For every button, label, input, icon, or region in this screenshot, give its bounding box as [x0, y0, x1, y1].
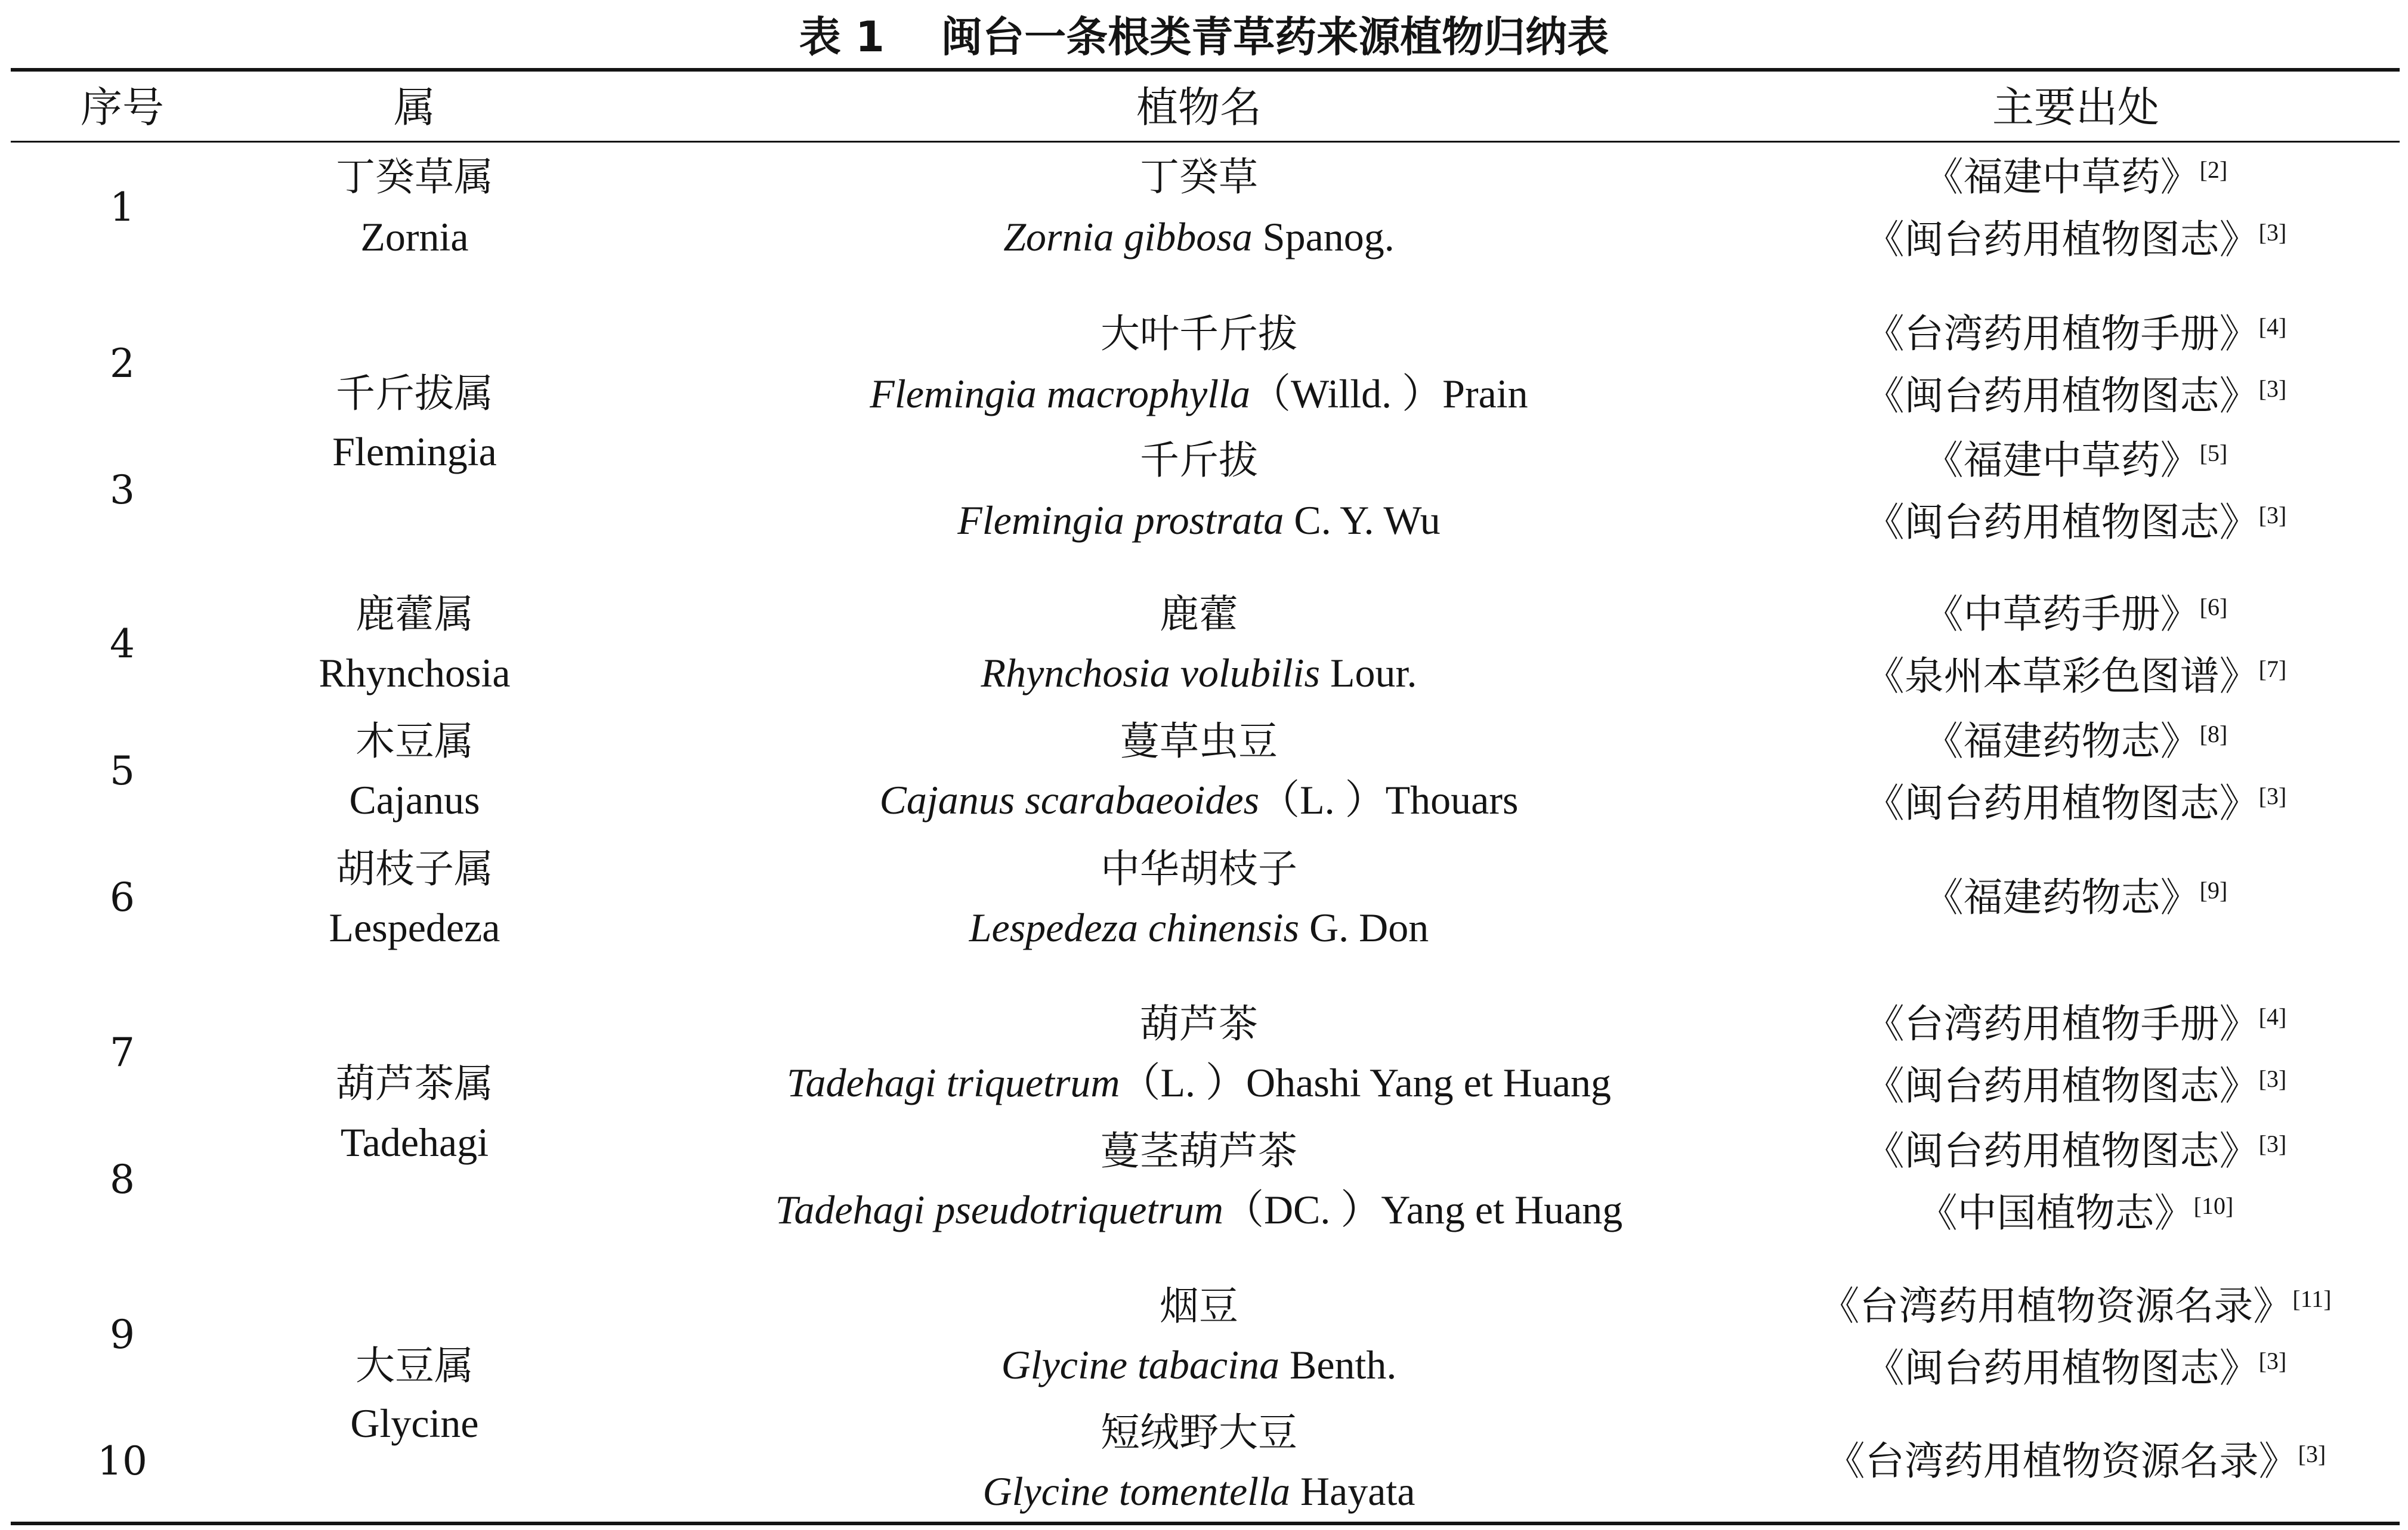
source-title: 《中国植物志》	[1918, 1190, 2194, 1236]
plant-name-latin	[662, 1461, 1736, 1521]
genus-latin-zornia: Zornia	[360, 214, 469, 259]
genus-latin-flemingia: Flemingia	[332, 429, 497, 474]
plant-name-latin	[662, 1335, 1736, 1395]
plant-name-latin	[662, 364, 1736, 424]
source-citation	[1766, 147, 2386, 207]
author: Benth.	[1289, 1342, 1397, 1387]
reference-number: [3]	[2298, 1441, 2326, 1467]
author: Spanog.	[1262, 214, 1395, 259]
plant-name-latin	[662, 770, 1736, 830]
table-title: 表 1 闽台一条根类青草药来源植物归纳表	[799, 13, 1609, 61]
genus-latin-rhynchosia: Rhynchosia	[319, 650, 511, 696]
reference-number: [3]	[2258, 502, 2287, 528]
source-citation	[1766, 1183, 2386, 1243]
binomial: Cajanus scarabaeoides	[879, 777, 1260, 823]
source-citation	[1766, 1339, 2386, 1398]
source-citation	[1766, 1121, 2386, 1181]
plant-name-latin	[662, 207, 1736, 267]
source-citation	[1766, 712, 2386, 771]
row-number: 2	[110, 341, 135, 387]
reference-number: [5]	[2199, 440, 2228, 466]
source-title: 《闽台药用植物图志》	[1865, 1345, 2259, 1391]
binomial: Flemingia prostrata	[957, 497, 1284, 543]
header-number: 序号	[81, 83, 164, 132]
source-title: 《闽台药用植物图志》	[1865, 1128, 2259, 1174]
reference-number: [4]	[2258, 1003, 2287, 1030]
source-citation	[1766, 774, 2386, 833]
reference-number: [2]	[2199, 156, 2228, 183]
source-title: 《闽台药用植物图志》	[1865, 1063, 2259, 1109]
table-bottom-rule	[11, 1522, 2400, 1525]
author: （DC. ）Yang et Huang	[1223, 1187, 1623, 1232]
reference-number: [3]	[2258, 783, 2287, 809]
plant-name-cn: 葫芦茶	[1140, 1001, 1258, 1047]
source-title: 《闽台药用植物图志》	[1865, 499, 2259, 545]
source-title: 《泉州本草彩色图谱》	[1865, 653, 2259, 699]
row-number: 7	[110, 1030, 135, 1075]
author: C. Y. Wu	[1294, 497, 1441, 543]
reference-number: [7]	[2258, 656, 2287, 682]
source-citation	[1766, 647, 2386, 706]
reference-number: [3]	[2258, 1065, 2287, 1092]
source-title: 《台湾药用植物资源名录》	[1825, 1438, 2298, 1484]
binomial: Glycine tomentella	[982, 1469, 1290, 1514]
header-genus: 属	[394, 83, 435, 132]
source-citation	[1766, 1276, 2386, 1336]
plant-name-latin	[662, 898, 1736, 957]
author: （L. ）Ohashi Yang et Huang	[1120, 1060, 1612, 1105]
row-number: 6	[110, 874, 135, 920]
plant-name-latin	[662, 490, 1736, 550]
plant-name-cn: 大叶千斤拔	[1101, 311, 1297, 357]
row-number: 9	[110, 1312, 135, 1358]
row-number: 8	[110, 1157, 135, 1203]
binomial: Flemingia macrophylla	[870, 371, 1250, 416]
genus-latin-tadehagi: Tadehagi	[340, 1120, 489, 1165]
header-rule	[11, 141, 2400, 143]
genus-latin-lespedeza: Lespedeza	[329, 905, 500, 950]
source-title: 《福建药物志》	[1924, 718, 2200, 764]
genus-cn-glycine: 大豆属	[356, 1343, 474, 1389]
reference-number: [10]	[2193, 1192, 2234, 1219]
source-citation	[1766, 1432, 2386, 1491]
plant-name-cn: 短绒野大豆	[1101, 1410, 1297, 1455]
plant-name-cn: 蔓草虫豆	[1120, 718, 1278, 764]
source-title: 《中草药手册》	[1924, 591, 2200, 637]
source-citation	[1766, 868, 2386, 928]
binomial: Tadehagi triquetrum	[786, 1060, 1120, 1105]
row-number: 1	[110, 184, 135, 230]
plant-name-cn: 丁癸草	[1140, 154, 1258, 200]
source-title: 《闽台药用植物图志》	[1865, 373, 2259, 419]
source-citation	[1766, 366, 2386, 426]
source-title: 《福建中草药》	[1924, 154, 2200, 200]
reference-number: [3]	[2258, 375, 2287, 402]
genus-cn-flemingia: 千斤拔属	[336, 370, 493, 416]
plant-name-latin	[662, 643, 1736, 703]
reference-number: [11]	[2292, 1285, 2332, 1312]
genus-latin-glycine: Glycine	[350, 1401, 479, 1446]
plant-name-latin	[662, 1180, 1736, 1240]
source-title: 《闽台药用植物图志》	[1865, 217, 2259, 262]
binomial: Tadehagi pseudotriquetrum	[775, 1187, 1223, 1232]
binomial: Glycine tabacina	[1001, 1342, 1279, 1387]
table-top-rule	[11, 68, 2400, 72]
plant-name-cn: 鹿藿	[1160, 591, 1238, 637]
binomial: Rhynchosia volubilis	[981, 650, 1321, 696]
plant-name-cn: 烟豆	[1160, 1283, 1238, 1329]
source-title: 《福建中草药》	[1924, 437, 2200, 483]
row-number: 3	[110, 467, 135, 513]
source-citation	[1766, 304, 2386, 364]
reference-number: [4]	[2258, 313, 2287, 340]
source-citation	[1766, 994, 2386, 1054]
source-title: 《福建药物志》	[1924, 874, 2200, 920]
source-citation	[1766, 493, 2386, 552]
author: （L. ）Thouars	[1259, 777, 1519, 823]
row-number: 5	[110, 748, 135, 794]
genus-cn-tadehagi: 葫芦茶属	[336, 1061, 493, 1106]
genus-cn-cajanus: 木豆属	[356, 718, 474, 764]
binomial: Lespedeza chinensis	[969, 905, 1300, 950]
row-number: 4	[110, 621, 135, 667]
header-source: 主要出处	[1992, 83, 2159, 132]
reference-number: [8]	[2199, 721, 2228, 747]
reference-number: [9]	[2199, 877, 2228, 904]
header-plant: 植物名	[1136, 83, 1262, 132]
source-title: 《台湾药用植物手册》	[1865, 1001, 2259, 1047]
source-citation	[1766, 431, 2386, 490]
genus-cn-lespedeza: 胡枝子属	[336, 846, 493, 892]
source-title: 《台湾药用植物资源名录》	[1820, 1283, 2293, 1329]
source-title: 《闽台药用植物图志》	[1865, 780, 2259, 826]
author: （Willd. ）Prain	[1250, 371, 1528, 416]
author: Hayata	[1300, 1469, 1415, 1514]
genus-latin-cajanus: Cajanus	[349, 777, 480, 823]
genus-cn-zornia: 丁癸草属	[336, 154, 493, 200]
source-citation	[1766, 1056, 2386, 1116]
source-citation	[1766, 585, 2386, 644]
binomial: Zornia gibbosa	[1003, 214, 1253, 259]
plant-name-cn: 蔓茎葫芦茶	[1101, 1128, 1297, 1174]
reference-number: [3]	[2258, 219, 2287, 246]
plant-name-cn: 中华胡枝子	[1101, 846, 1297, 892]
source-title: 《台湾药用植物手册》	[1865, 311, 2259, 357]
genus-cn-rhynchosia: 鹿藿属	[356, 591, 474, 637]
author: Lour.	[1330, 650, 1417, 696]
plant-name-latin	[662, 1053, 1736, 1112]
reference-number: [6]	[2199, 594, 2228, 620]
author: G. Don	[1309, 905, 1429, 950]
reference-number: [3]	[2258, 1130, 2287, 1157]
source-citation	[1766, 210, 2386, 270]
plant-name-cn: 千斤拔	[1140, 437, 1258, 483]
row-number: 10	[97, 1438, 147, 1484]
reference-number: [3]	[2258, 1347, 2287, 1374]
